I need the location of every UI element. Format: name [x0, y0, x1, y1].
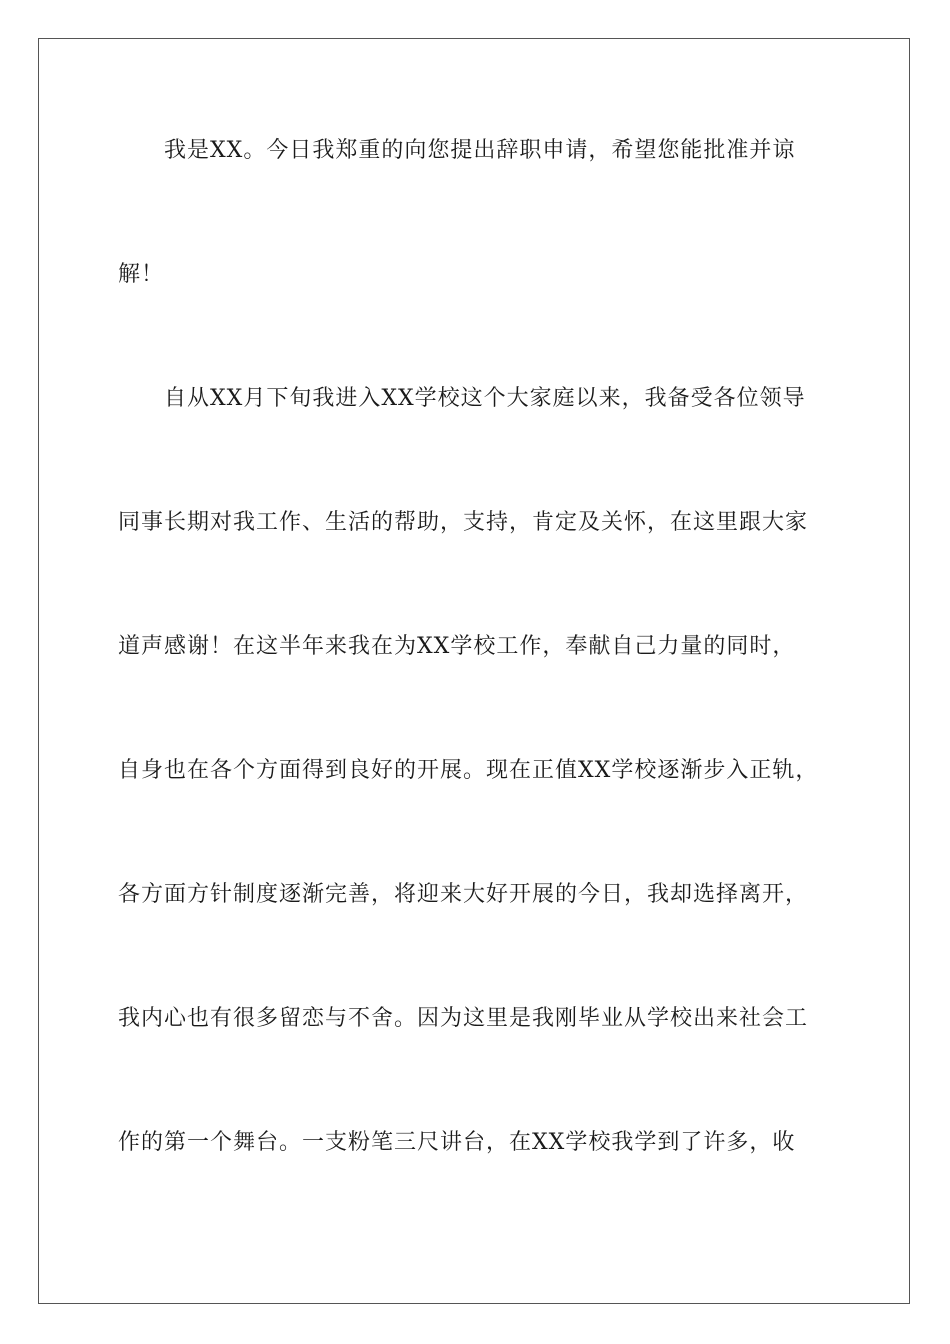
paragraph-2-line-3: 道声感谢！在这半年来我在为XX学校工作，奉献自己力量的同时， — [118, 634, 796, 659]
paragraph-2-line-7: 作的第一个舞台。一支粉笔三尺讲台，在XX学校我学到了许多，收 — [118, 1130, 796, 1155]
paragraph-1-line-1: 我是XX。今日我郑重的向您提出辞职申请，希望您能批准并谅 — [164, 138, 796, 163]
paragraph-1-line-2: 解！ — [118, 262, 165, 287]
paragraph-2-line-5: 各方面方针制度逐渐完善，将迎来大好开展的今日，我却选择离开， — [118, 882, 809, 907]
paragraph-2-line-6: 我内心也有很多留恋与不舍。因为这里是我刚毕业从学校出来社会工 — [118, 1006, 809, 1031]
paragraph-2-line-1: 自从XX月下旬我进入XX学校这个大家庭以来，我备受各位领导 — [164, 386, 806, 411]
paragraph-2-line-2: 同事长期对我工作、生活的帮助，支持，肯定及关怀，在这里跟大家 — [118, 510, 809, 535]
page-border — [38, 38, 910, 1304]
paragraph-2-line-4: 自身也在各个方面得到良好的开展。现在正值XX学校逐渐步入正轨， — [118, 758, 819, 783]
